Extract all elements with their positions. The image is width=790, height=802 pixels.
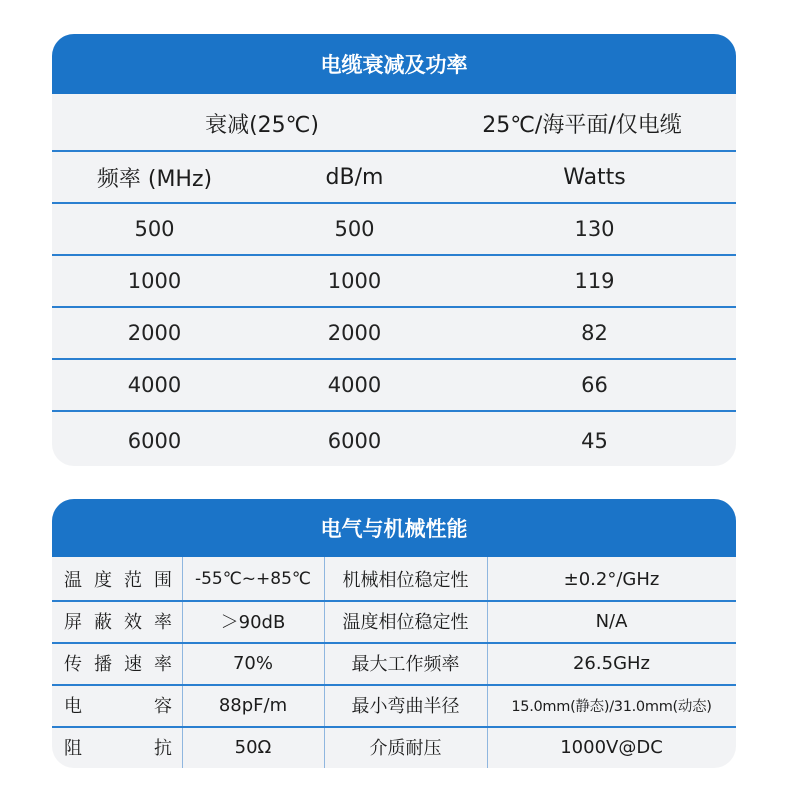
table-cell: 6000 <box>327 429 382 453</box>
spec-label-char: 蔽 <box>94 612 112 633</box>
spec-label-char: 率 <box>154 654 172 675</box>
table-cell: 1000 <box>127 269 182 293</box>
spec-label: 介质耐压 <box>369 738 442 759</box>
spec-label-char: 传 <box>64 654 82 675</box>
spec-label <box>60 727 176 767</box>
spec-label-char: 抗 <box>154 738 172 759</box>
spec-label <box>60 685 176 725</box>
group-header-attenuation: 衰减(25℃) <box>205 112 319 138</box>
spec-label-char: 电 <box>64 696 82 717</box>
spec-value: -55℃~+85℃ <box>194 569 312 589</box>
spec-label <box>60 601 176 641</box>
spec-label-char: 围 <box>154 570 172 591</box>
spec-value: ＞90dB <box>220 612 286 633</box>
spec-label-char: 阻 <box>64 738 82 759</box>
spec-value: N/A <box>595 610 628 632</box>
spec-label-char: 效 <box>124 612 142 633</box>
spec-label-char: 播 <box>94 654 112 675</box>
spec-label: 机械相位稳定性 <box>342 570 469 591</box>
table-cell: 82 <box>581 321 608 345</box>
table-cell: 500 <box>134 217 175 241</box>
table-cell: 4000 <box>127 373 182 397</box>
spec-label: 最大工作频率 <box>351 654 460 675</box>
divider <box>52 410 736 412</box>
table-cell: 6000 <box>127 429 182 453</box>
table-cell: 2000 <box>127 321 182 345</box>
table1-title: 电缆衰减及功率 <box>52 34 736 94</box>
table-cell: 4000 <box>327 373 382 397</box>
group-header-power: 25℃/海平面/仅电缆 <box>482 112 682 138</box>
spec-label-char: 屏 <box>64 612 82 633</box>
spec-label-char: 温 <box>64 570 82 591</box>
spec-value: 1000V@DC <box>560 736 663 758</box>
electrical-mechanical-table <box>52 499 736 768</box>
spec-value: 50Ω <box>234 736 272 758</box>
column-header-frequency: 频率 (MHz) <box>96 166 213 192</box>
spec-label <box>60 643 176 683</box>
spec-value: ±0.2°/GHz <box>563 568 660 590</box>
spec-label-char: 范 <box>124 570 142 591</box>
spec-label-char: 率 <box>154 612 172 633</box>
spec-label: 最小弯曲半径 <box>351 696 460 717</box>
table-cell: 66 <box>581 373 608 397</box>
spec-value: 15.0mm(静态)/31.0mm(动态) <box>511 698 712 715</box>
spec-label <box>60 559 176 599</box>
attenuation-power-table <box>52 34 736 466</box>
table-cell: 1000 <box>327 269 382 293</box>
column-header-db: dB/m <box>325 164 384 190</box>
spec-value: 88pF/m <box>218 694 288 716</box>
table-cell: 2000 <box>327 321 382 345</box>
table-cell: 500 <box>334 217 375 241</box>
spec-value: 26.5GHz <box>572 652 650 674</box>
table-cell: 130 <box>574 217 615 241</box>
spec-label: 温度相位稳定性 <box>342 612 469 633</box>
spec-label-char: 度 <box>94 570 112 591</box>
spec-label-char: 容 <box>154 696 172 717</box>
spec-value: 70% <box>232 652 273 674</box>
column-header-watts: Watts <box>563 164 626 190</box>
table-cell: 45 <box>581 429 608 453</box>
table-cell: 119 <box>574 269 615 293</box>
spec-label-char: 速 <box>124 654 142 675</box>
table2-title: 电气与机械性能 <box>52 499 736 557</box>
